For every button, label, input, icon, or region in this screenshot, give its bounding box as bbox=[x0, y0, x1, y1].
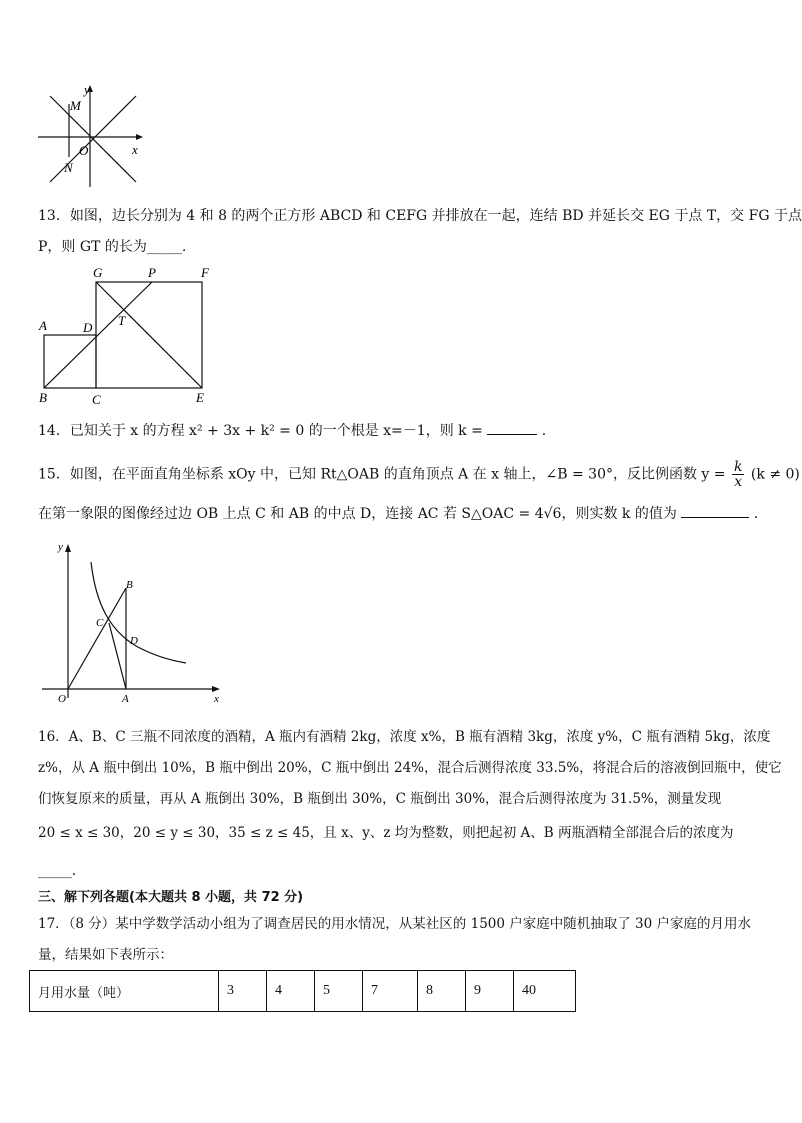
q15-fraction bbox=[732, 460, 744, 489]
segment-AC bbox=[109, 623, 126, 689]
q17-line2: 量，结果如下表所示： bbox=[38, 947, 173, 963]
label-D: D bbox=[83, 320, 93, 335]
segment-OB bbox=[68, 588, 126, 689]
table-cell: 5 bbox=[315, 971, 363, 1012]
table-cell: 4 bbox=[267, 971, 315, 1012]
q16-line2: z%，从 A 瓶中倒出 10%，B 瓶中倒出 20%，C 瓶中倒出 24%，混合后测得浓度 33.5%，将混合后的溶液倒回瓶中，使它 bbox=[38, 760, 782, 776]
figure-q12 bbox=[36, 82, 156, 192]
q15-end: . bbox=[753, 506, 759, 522]
table-cell: 9 bbox=[466, 971, 514, 1012]
label-G: G bbox=[93, 265, 103, 280]
q16-line3: 们恢复原来的质量，再从 A 瓶倒出 30%，B 瓶倒出 30%，C 瓶倒出 30%，混合后测得浓度为 31.5%，测量发现 bbox=[38, 791, 722, 807]
label-y: y bbox=[84, 82, 90, 97]
q15-fraction-den: x bbox=[734, 474, 743, 490]
label-T: T bbox=[118, 313, 126, 328]
q13-line2: P，则 GT 的长为_____. bbox=[38, 239, 187, 255]
label-A: A bbox=[39, 318, 47, 333]
label-A: A bbox=[122, 693, 129, 705]
q14 bbox=[38, 420, 546, 441]
q15-text1: 15．如图，在平面直角坐标系 xOy 中，已知 Rt△OAB 的直角顶点 A 在 x 轴上，∠B = 30°，反比例函数 y = bbox=[38, 466, 726, 483]
q14-text: 14．已知关于 x 的方程 x² + 3x + k² = 0 的一个根是 x=－1，则 k = bbox=[38, 423, 483, 439]
q16-line4: 20 ≤ x ≤ 30，20 ≤ y ≤ 30，35 ≤ z ≤ 45，且 x、y、z 均为整数，则把起初 A、B 两瓶酒精全部混合后的浓度为 bbox=[38, 825, 734, 841]
water-usage-table bbox=[29, 970, 576, 1012]
q14-end: . bbox=[541, 423, 547, 439]
q14-answer-blank[interactable] bbox=[487, 420, 537, 435]
table-cell: 40 bbox=[514, 971, 576, 1012]
figure-q15 bbox=[36, 536, 236, 708]
label-D: D bbox=[130, 635, 138, 647]
x-axis-arrow bbox=[212, 686, 220, 692]
table-cell: 8 bbox=[418, 971, 466, 1012]
label-B: B bbox=[39, 390, 47, 405]
label-x: x bbox=[132, 142, 138, 157]
table-cell: 3 bbox=[219, 971, 267, 1012]
label-y: y bbox=[58, 541, 63, 553]
label-O: O bbox=[79, 143, 89, 158]
label-x: x bbox=[214, 693, 219, 705]
table-header-cell: 月用水量（吨） bbox=[30, 971, 219, 1012]
q17-line1: 17．（8 分）某中学数学活动小组为了调查居民的用水情况，从某社区的 1500 户家庭中随机抽取了 30 户家庭的月用水 bbox=[38, 916, 752, 932]
label-P: P bbox=[148, 265, 156, 280]
q15-condition: (k ≠ 0) bbox=[750, 466, 800, 483]
table-cell: 7 bbox=[363, 971, 418, 1012]
label-C: C bbox=[92, 392, 101, 407]
q15-text2: 在第一象限的图像经过边 OB 上点 C 和 AB 的中点 D，连接 AC 若 S△OAC = 4√6，则实数 k 的值为 bbox=[38, 506, 677, 522]
q15-line2 bbox=[38, 503, 758, 524]
label-N: N bbox=[64, 160, 73, 175]
label-M: M bbox=[70, 98, 81, 113]
label-O: O bbox=[58, 693, 66, 705]
label-C: C bbox=[96, 617, 104, 629]
q15-answer-blank[interactable] bbox=[681, 503, 749, 518]
figure-q13 bbox=[36, 262, 226, 410]
label-F: F bbox=[201, 265, 209, 280]
hyperbola bbox=[91, 562, 186, 663]
label-B: B bbox=[126, 579, 133, 591]
y-axis-arrow bbox=[65, 544, 71, 552]
line-GE bbox=[96, 282, 202, 388]
table-row bbox=[30, 971, 576, 1012]
x-axis-arrow bbox=[136, 134, 143, 140]
q13-line1: 13．如图，边长分别为 4 和 8 的两个正方形 ABCD 和 CEFG 并排放在一起，连结 BD 并延长交 EG 于点 T，交 FG 于点 bbox=[38, 208, 802, 224]
q16-line1: 16．A、B、C 三瓶不同浓度的酒精，A 瓶内有酒精 2kg，浓度 x%，B 瓶有酒精 3kg，浓度 y%，C 瓶有酒精 5kg，浓度 bbox=[38, 729, 771, 745]
section-3-title: 三、解下列各题(本大题共 8 小题，共 72 分) bbox=[38, 890, 304, 905]
q16-line5: _____. bbox=[38, 863, 77, 879]
label-E: E bbox=[196, 390, 204, 405]
q15-fraction-num: k bbox=[733, 459, 743, 475]
q15-line1 bbox=[38, 460, 800, 489]
